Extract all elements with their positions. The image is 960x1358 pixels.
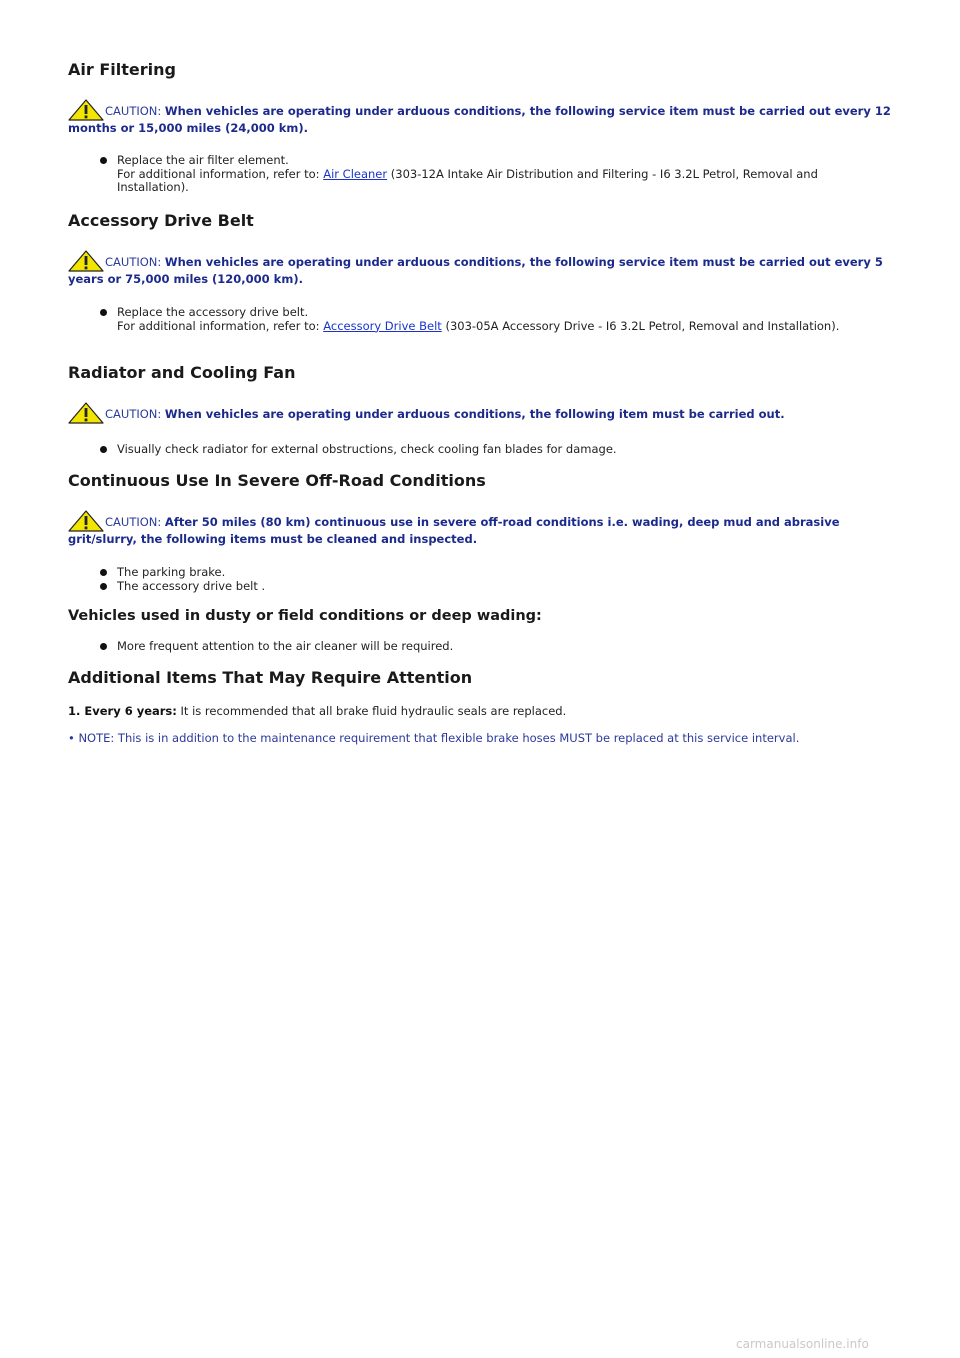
bullet-text: Visually check radiator for external obstructions, check cooling fan blades for damage. [117, 442, 617, 456]
accessory-drive-belt-link[interactable]: Accessory Drive Belt [323, 318, 442, 333]
air-cleaner-link[interactable]: Air Cleaner [323, 166, 388, 181]
watermark: carmanualsonline.info [736, 1337, 869, 1351]
reference-suffix: (303-05A Accessory Drive - I6 3.2L Petrol, Removal and Installation). [445, 318, 840, 333]
warning-triangle-icon [68, 250, 104, 272]
caution-label: CAUTION: [105, 255, 162, 269]
bullet-icon [100, 309, 107, 316]
section-heading-off-road: Continuous Use In Severe Off-Road Conditions [68, 471, 486, 490]
bullet-text: More frequent attention to the air cleaner will be required. [117, 639, 454, 653]
caution-label: CAUTION: [105, 407, 162, 421]
list-item [100, 640, 890, 654]
bullet-icon [100, 157, 107, 164]
caution-off-road [68, 510, 898, 546]
bullet-list-air-filtering [100, 154, 890, 195]
numbered-item [68, 704, 898, 718]
bullet-text: Replace the air filter element. [117, 153, 289, 167]
section-heading-accessory-drive-belt: Accessory Drive Belt [68, 211, 254, 230]
section-heading-radiator: Radiator and Cooling Fan [68, 363, 296, 382]
bullet-list-radiator [100, 443, 890, 457]
warning-triangle-icon [68, 99, 104, 121]
section-heading-dusty: Vehicles used in dusty or field conditions or deep wading: [68, 608, 542, 624]
list-item [100, 306, 890, 333]
bullet-text: Replace the accessory drive belt. [117, 305, 309, 319]
caution-air-filtering [68, 99, 898, 135]
list-item [100, 566, 890, 580]
section-heading-air-filtering: Air Filtering [68, 60, 176, 79]
bullet-list-off-road [100, 566, 890, 593]
warning-triangle-icon [68, 510, 104, 532]
bullet-text: The accessory drive belt . [117, 578, 266, 593]
bullet-icon [100, 583, 107, 590]
reference-prefix: For additional information, refer to: [117, 318, 320, 333]
item-label: 1. Every 6 years: [68, 704, 177, 718]
caution-text: When vehicles are operating under arduous conditions, the following service item must be carried out every 12 months or 15,000 miles (24,000 km). [68, 104, 891, 135]
list-item [100, 154, 890, 195]
warning-triangle-icon [68, 402, 104, 424]
bullet-list-accessory-drive-belt [100, 306, 890, 333]
bullet-list-dusty [100, 640, 890, 654]
item-text: It is recommended that all brake fluid hydraulic seals are replaced. [180, 704, 567, 718]
note-text: • NOTE: This is in addition to the maintenance requirement that flexible brake hoses MUST be replaced at this service interval. [68, 731, 800, 745]
section-heading-additional: Additional Items That May Require Attention [68, 668, 473, 687]
bullet-icon [100, 446, 107, 453]
list-item [100, 580, 890, 594]
bullet-icon [100, 569, 107, 576]
caution-label: CAUTION: [105, 104, 162, 118]
caution-label: CAUTION: [105, 515, 162, 529]
caution-text: After 50 miles (80 km) continuous use in severe off-road conditions i.e. wading, deep mud and abrasive grit/slurry, the following items must be cleaned and inspected. [68, 515, 840, 546]
bullet-text: The parking brake. [117, 565, 226, 579]
bullet-icon [100, 643, 107, 650]
reference-prefix: For additional information, refer to: [117, 166, 320, 181]
caution-text: When vehicles are operating under arduous conditions, the following service item must be carried out every 5 years or 75,000 miles (120,000 km). [68, 255, 883, 286]
caution-radiator [68, 402, 898, 424]
reference-suffix: (303-12A Intake Air Distribution and Filtering - I6 3.2L Petrol, Removal and Installation). [117, 166, 818, 194]
caution-accessory-drive-belt [68, 250, 898, 286]
list-item [100, 443, 890, 457]
caution-text: When vehicles are operating under arduous conditions, the following item must be carried out. [164, 407, 785, 421]
